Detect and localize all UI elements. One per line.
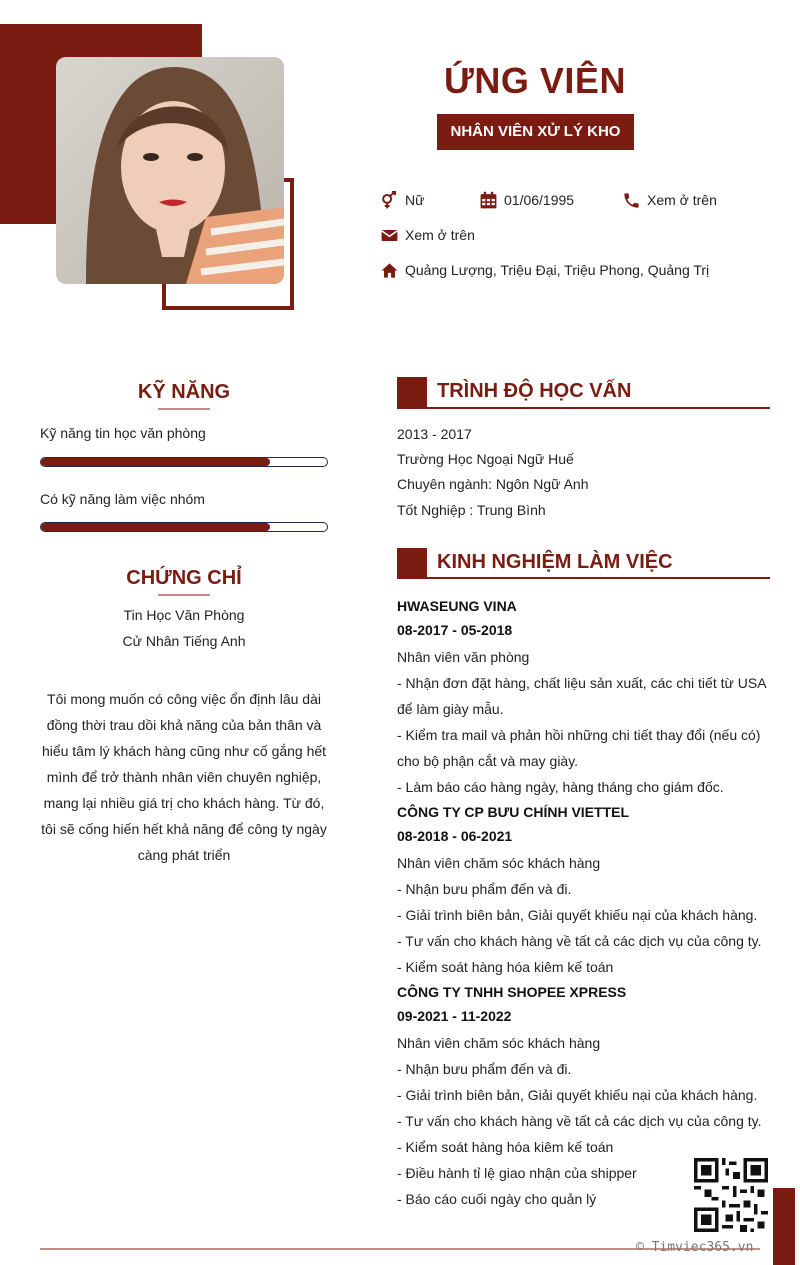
education-grade: Tốt Nghiệp : Trung Bình	[397, 502, 546, 518]
home-icon	[380, 261, 399, 280]
envelope-icon	[380, 226, 399, 245]
certificates-title-underline	[158, 594, 210, 596]
job-period: 08-2018 - 06-2021	[397, 828, 513, 844]
job-entry	[397, 802, 772, 980]
career-objective: Tôi mong muốn có công việc ổn định lâu dài đồng thời trau dồi khả năng của bản thân và hiểu tâm lý khách hàng cũng như cố gắng hết mình để trở thành nhân viên chuyên nghiệp, mang lại nhiều giá trị cho khách hàng. Từ đó, tôi sẽ cống hiến hết khả năng để công ty ngày càng phát triển	[41, 691, 327, 863]
job-duty: - Nhận bưu phẩm đến và đi.	[397, 1061, 572, 1077]
education-school: Trường Học Ngoại Ngữ Huế	[397, 451, 574, 467]
address-value: Quảng Lượng, Triệu Đại, Triệu Phong, Quảng Trị	[405, 262, 710, 278]
birthday-value: 01/06/1995	[504, 192, 575, 208]
certificates-title: CHỨNG CHỈ	[126, 567, 242, 589]
address-info	[380, 260, 709, 280]
job-company: CÔNG TY CP BƯU CHÍNH VIETTEL	[397, 804, 630, 820]
experience-header-line	[397, 577, 770, 579]
education-title: TRÌNH ĐỘ HỌC VẤN	[437, 380, 632, 402]
job-duty: - Nhận bưu phẩm đến và đi.	[397, 881, 572, 897]
job-duty: - Tư vấn cho khách hàng về tất cả các dịch vụ của công ty.	[397, 933, 762, 949]
experience-header-block	[397, 548, 427, 578]
job-duty: - Tư vấn cho khách hàng về tất cả các dịch vụ của công ty.	[397, 1113, 762, 1129]
email-info	[380, 225, 475, 245]
job-company: HWASEUNG VINA	[397, 598, 517, 614]
job-duty: - Kiểm soát hàng hóa kiêm kế toán	[397, 959, 614, 975]
education-major: Chuyên ngành: Ngôn Ngữ Anh	[397, 476, 589, 492]
job-duty: - Làm báo cáo hàng ngày, hàng tháng cho giám đốc.	[397, 779, 724, 795]
job-position: Nhân viên chăm sóc khách hàng	[397, 1035, 601, 1051]
gender-icon	[380, 191, 399, 210]
job-position: Nhân viên văn phòng	[397, 649, 530, 665]
qr-code[interactable]	[694, 1158, 768, 1232]
phone-info	[622, 190, 717, 210]
watermark-text: © Timviec365.vn	[636, 1240, 754, 1255]
skill-name: Kỹ năng tin học văn phòng	[40, 425, 206, 441]
skill-bar	[40, 522, 328, 532]
phone-value: Xem ở trên	[647, 192, 717, 208]
certificate-item: Tin Học Văn Phòng	[123, 607, 245, 623]
job-duty: - Giải trình biên bản, Giải quyết khiếu nại của khách hàng.	[397, 1087, 758, 1103]
job-duty: - Kiểm tra mail và phản hồi những chi tiết thay đổi (nếu có) cho bộ phận cắt và may giày.	[397, 727, 761, 769]
job-duty: - Điều hành tỉ lệ giao nhận của shipper	[397, 1165, 637, 1181]
education-header-line	[397, 407, 770, 409]
calendar-icon	[479, 191, 498, 210]
gender-info	[380, 190, 424, 210]
skill-bar-fill	[41, 523, 270, 531]
gender-value: Nữ	[405, 192, 425, 208]
email-value: Xem ở trên	[405, 227, 475, 243]
candidate-name: ỨNG VIÊN	[444, 60, 626, 101]
job-company: CÔNG TY TNHH SHOPEE XPRESS	[397, 984, 627, 1000]
phone-icon	[622, 191, 641, 210]
birthday-info	[479, 190, 574, 210]
job-title-badge: NHÂN VIÊN XỬ LÝ KHO	[437, 114, 634, 150]
education-header-block	[397, 377, 427, 407]
job-position: Nhân viên chăm sóc khách hàng	[397, 855, 601, 871]
avatar	[56, 57, 284, 284]
skills-title: KỸ NĂNG	[137, 381, 231, 403]
job-duty: - Nhận đơn đặt hàng, chất liệu sản xuất, các chi tiết từ USA để làm giày mẫu.	[397, 675, 766, 717]
skill-bar	[40, 457, 328, 467]
job-period: 09-2021 - 11-2022	[397, 1008, 512, 1024]
job-duty: - Kiểm soát hàng hóa kiêm kế toán	[397, 1139, 614, 1155]
job-entry	[397, 596, 772, 800]
education-years: 2013 - 2017	[397, 426, 472, 442]
footer-accent-block	[773, 1188, 795, 1265]
job-period: 08-2017 - 05-2018	[397, 622, 513, 638]
experience-list	[397, 596, 772, 1212]
job-duty: - Giải trình biên bản, Giải quyết khiếu nại của khách hàng.	[397, 907, 758, 923]
skill-bar-fill	[41, 458, 270, 466]
skills-title-underline	[158, 408, 210, 410]
experience-title: KINH NGHIỆM LÀM VIỆC	[437, 551, 673, 573]
job-duty: - Báo cáo cuối ngày cho quản lý	[397, 1191, 597, 1207]
certificate-item: Cử Nhân Tiếng Anh	[122, 633, 246, 649]
skill-name: Có kỹ năng làm việc nhóm	[40, 491, 205, 507]
